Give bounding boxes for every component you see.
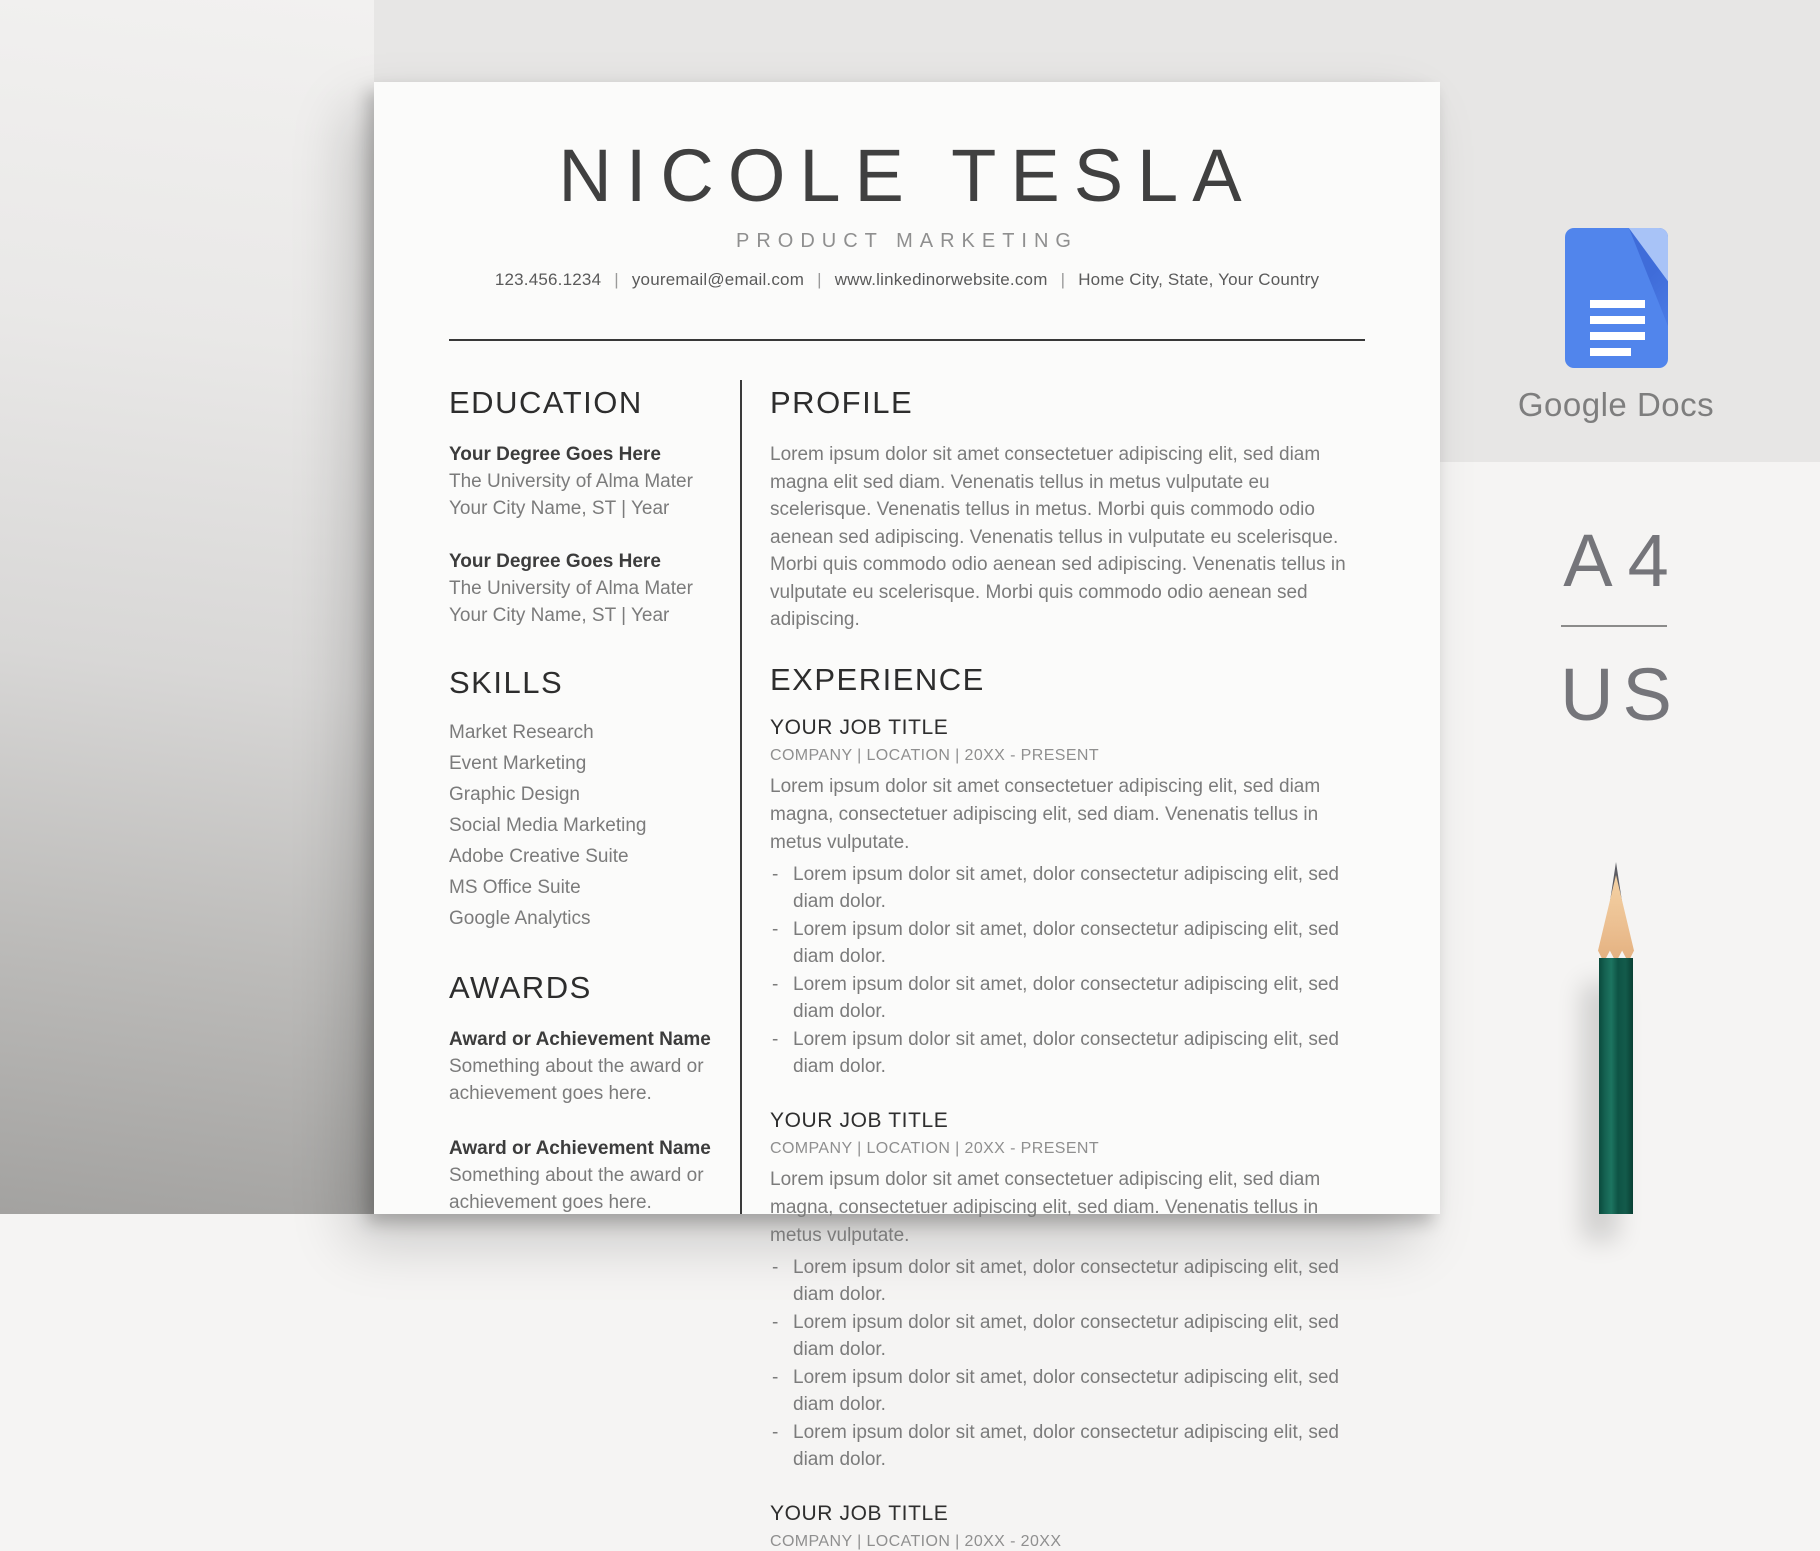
skill-item: Social Media Marketing (449, 815, 647, 836)
left-column (449, 341, 740, 1214)
job-summary: Lorem ipsum dolor sit amet consectetuer adipiscing elit, sed diam magna, consectetuer adipiscing elit, sed diam. Venenatis tellus in metus vulputate. (770, 775, 1321, 853)
job-entry (770, 1107, 1365, 1474)
job-bullet: - Lorem ipsum dolor sit amet, dolor consectetur adipiscing elit, sed diam dolor. (770, 1254, 1365, 1309)
resume-page (374, 82, 1440, 1550)
job-title: YOUR JOB TITLE (770, 715, 949, 739)
google-docs-text-lines (1590, 300, 1645, 364)
job-bullet: - Lorem ipsum dolor sit amet, dolor consectetur adipiscing elit, sed diam dolor. (770, 1026, 1365, 1081)
profile-heading: PROFILE (770, 385, 914, 420)
education-entry (449, 548, 740, 629)
contact-separator: | (1060, 270, 1066, 289)
job-summary: Lorem ipsum dolor sit amet consectetuer adipiscing elit, sed diam magna, consectetuer adipiscing elit, sed diam. Venenatis tellus in metus vulputate. (770, 1168, 1321, 1246)
award-entry (449, 1026, 740, 1107)
skill-item: MS Office Suite (449, 877, 581, 898)
job-bullet: - Lorem ipsum dolor sit amet, dolor consectetur adipiscing elit, sed diam dolor. (770, 1419, 1365, 1474)
school-location: Your City Name, ST | Year (449, 498, 670, 519)
job-meta: COMPANY | LOCATION | 20XX - PRESENT (770, 1139, 1100, 1157)
skills-list (449, 717, 740, 934)
contact-separator: | (614, 270, 619, 289)
job-title: YOUR JOB TITLE (770, 1108, 949, 1132)
resume-header (374, 82, 1440, 290)
award-description: Something about the award or achievement goes here. (449, 1165, 704, 1213)
paper-size-divider (1561, 625, 1667, 627)
contact-location: Home City, State, Your Country (1078, 270, 1320, 289)
job-meta: COMPANY | LOCATION | 20XX - 20XX (770, 1532, 1062, 1550)
contact-website: www.linkedinorwebsite.com (834, 270, 1048, 289)
skill-item: Adobe Creative Suite (449, 846, 629, 867)
candidate-role: PRODUCT MARKETING (736, 230, 1078, 252)
job-bullet: - Lorem ipsum dolor sit amet, dolor consectetur adipiscing elit, sed diam dolor. (770, 916, 1365, 971)
job-entry (770, 1500, 1365, 1551)
pencil-wood (1598, 875, 1634, 965)
paper-size-a4: A4 (1563, 519, 1684, 602)
skill-item: Event Marketing (449, 753, 587, 774)
pencil-body (1599, 958, 1633, 1214)
docs-line (1590, 348, 1631, 356)
job-bullet-list (770, 1254, 1365, 1474)
award-entry (449, 1135, 740, 1216)
profile-text: Lorem ipsum dolor sit amet consectetuer adipiscing elit, sed diam magna elit sed diam. Venenatis tellus in metus vulputate eu scelerisque. Venenatis tellus in metus. Morbi quis commodo odio aenean sed adipiscing. Venenatis tellus in vulputate eu scelerisque. Morbi quis commodo odio aenean sed adipiscing. Venenatis tellus in vulputate eu scelerisque. Morbi quis commodo odio aenean sed adipiscing. (770, 444, 1346, 630)
skill-item: Google Analytics (449, 908, 591, 929)
google-docs-label: Google Docs (1517, 386, 1715, 423)
education-entry (449, 441, 740, 522)
job-bullet: - Lorem ipsum dolor sit amet, dolor consectetur adipiscing elit, sed diam dolor. (770, 1309, 1365, 1364)
job-meta: COMPANY | LOCATION | 20XX - PRESENT (770, 746, 1100, 764)
job-bullet: - Lorem ipsum dolor sit amet, dolor consectetur adipiscing elit, sed diam dolor. (770, 1364, 1365, 1419)
awards-heading: AWARDS (449, 970, 592, 1005)
award-description: Something about the award or achievement goes here. (449, 1056, 704, 1104)
award-name: Award or Achievement Name (449, 1029, 711, 1050)
right-column (740, 341, 1365, 1550)
job-title: YOUR JOB TITLE (770, 1501, 949, 1525)
contact-separator: | (817, 270, 822, 289)
pencil-graphic (1598, 862, 1634, 1214)
degree-title: Your Degree Goes Here (449, 551, 661, 572)
contact-phone: 123.456.1234 (494, 270, 602, 289)
backdrop-left-shadow (0, 0, 374, 1214)
experience-heading: EXPERIENCE (770, 661, 985, 697)
school-name: The University of Alma Mater (449, 578, 693, 599)
docs-line (1590, 300, 1645, 308)
skill-item: Market Research (449, 722, 594, 743)
docs-line (1590, 332, 1645, 340)
job-bullet: - Lorem ipsum dolor sit amet, dolor consectetur adipiscing elit, sed diam dolor. (770, 861, 1365, 916)
job-bullet: - Lorem ipsum dolor sit amet, dolor consectetur adipiscing elit, sed diam dolor. (770, 971, 1365, 1026)
docs-line (1590, 316, 1645, 324)
candidate-name: NICOLE TESLA (558, 134, 1256, 217)
school-location: Your City Name, ST | Year (449, 605, 670, 626)
google-docs-icon (1565, 228, 1668, 368)
school-name: The University of Alma Mater (449, 471, 693, 492)
education-heading: EDUCATION (449, 385, 643, 420)
contact-email: youremail@email.com (631, 270, 805, 289)
resume-columns (449, 341, 1365, 1550)
award-name: Award or Achievement Name (449, 1138, 711, 1159)
skills-heading: SKILLS (449, 665, 564, 700)
paper-size-us: US (1560, 653, 1681, 736)
job-entry (770, 714, 1365, 1081)
degree-title: Your Degree Goes Here (449, 444, 661, 465)
contact-line (374, 270, 1440, 290)
skill-item: Graphic Design (449, 784, 580, 805)
job-bullet-list (770, 861, 1365, 1081)
